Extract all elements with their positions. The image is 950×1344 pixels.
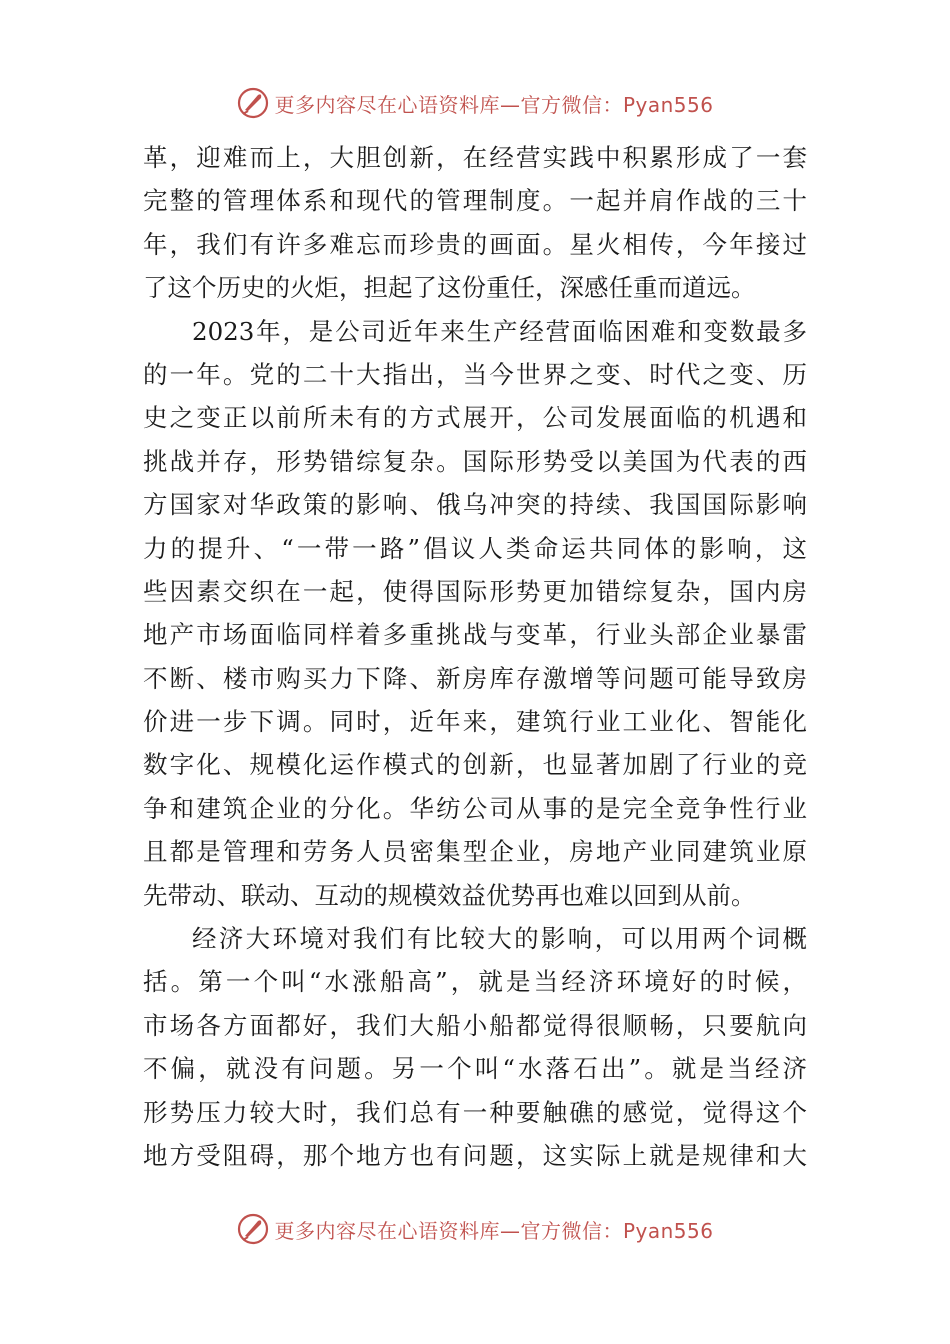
text-line: 完整的管理体系和现代的管理制度。一起并肩作战的三十 <box>143 186 807 216</box>
text-line: 先带动、联动、互动的规模效益优势再也难以回到从前。 <box>143 880 756 910</box>
text-line: 方国家对华政策的影响、俄乌冲突的持续、我国国际影响 <box>143 490 807 520</box>
header-banner <box>0 83 950 123</box>
text-line: 地产市场面临同样着多重挑战与变革，行业头部企业暴雷 <box>143 620 807 650</box>
text-line: 革，迎难而上，大胆创新，在经营实践中积累形成了一套 <box>143 143 807 172</box>
text-line: 2023年，是公司近年来生产经营面临困难和变数最多 <box>192 316 807 346</box>
text-line: 些因素交织在一起，使得国际形势更加错综复杂，国内房 <box>143 576 807 606</box>
paragraph <box>143 310 807 917</box>
text-line: 价进一步下调。同时，近年来，建筑行业工业化、智能化 <box>143 707 807 737</box>
text-line: 地方受阻碍，那个地方也有问题，这实际上就是规律和大 <box>143 1140 807 1170</box>
paragraph <box>143 917 807 1177</box>
text-line: 力的提升、“一带一路”倡议人类命运共同体的影响，这 <box>143 533 807 563</box>
quill-pen-logo-icon <box>236 86 270 120</box>
text-line: 不偏，就没有问题。另一个叫“水落石出”。就是当经济 <box>143 1054 807 1084</box>
text-line: 争和建筑企业的分化。华纺公司从事的是完全竞争性行业 <box>143 793 807 823</box>
text-line: 不断、楼市购买力下降、新房库存激增等问题可能导致房 <box>143 663 807 693</box>
text-line: 形势压力较大时，我们总有一种要触礁的感觉，觉得这个 <box>143 1097 807 1127</box>
text-line: 挑战并存，形势错综复杂。国际形势受以美国为代表的西 <box>143 446 807 476</box>
quill-pen-logo-icon <box>236 1212 270 1246</box>
text-line: 史之变正以前所未有的方式展开，公司发展面临的机遇和 <box>143 403 807 433</box>
text-line: 的一年。党的二十大指出，当今世界之变、时代之变、历 <box>143 359 807 389</box>
header-text: 更多内容尽在心语资料库—官方微信：Pyan556 <box>274 92 714 117</box>
footer-text: 更多内容尽在心语资料库—官方微信：Pyan556 <box>274 1218 714 1243</box>
text-line: 市场各方面都好，我们大船小船都觉得很顺畅，只要航向 <box>143 1010 807 1040</box>
text-line: 且都是管理和劳务人员密集型企业，房地产业同建筑业原 <box>143 837 807 867</box>
paragraph <box>143 136 807 310</box>
text-line: 年，我们有许多难忘而珍贵的画面。星火相传，今年接过 <box>143 229 807 259</box>
document-body <box>143 136 807 1177</box>
footer-banner <box>0 1209 950 1249</box>
text-line: 经济大环境对我们有比较大的影响，可以用两个词概 <box>192 924 807 954</box>
text-line: 括。第一个叫“水涨船高”，就是当经济环境好的时候， <box>143 967 807 997</box>
text-line: 了这个历史的火炬，担起了这份重任，深感任重而道远。 <box>143 273 756 303</box>
text-line: 数字化、规模化运作模式的创新，也显著加剧了行业的竞 <box>143 750 807 780</box>
